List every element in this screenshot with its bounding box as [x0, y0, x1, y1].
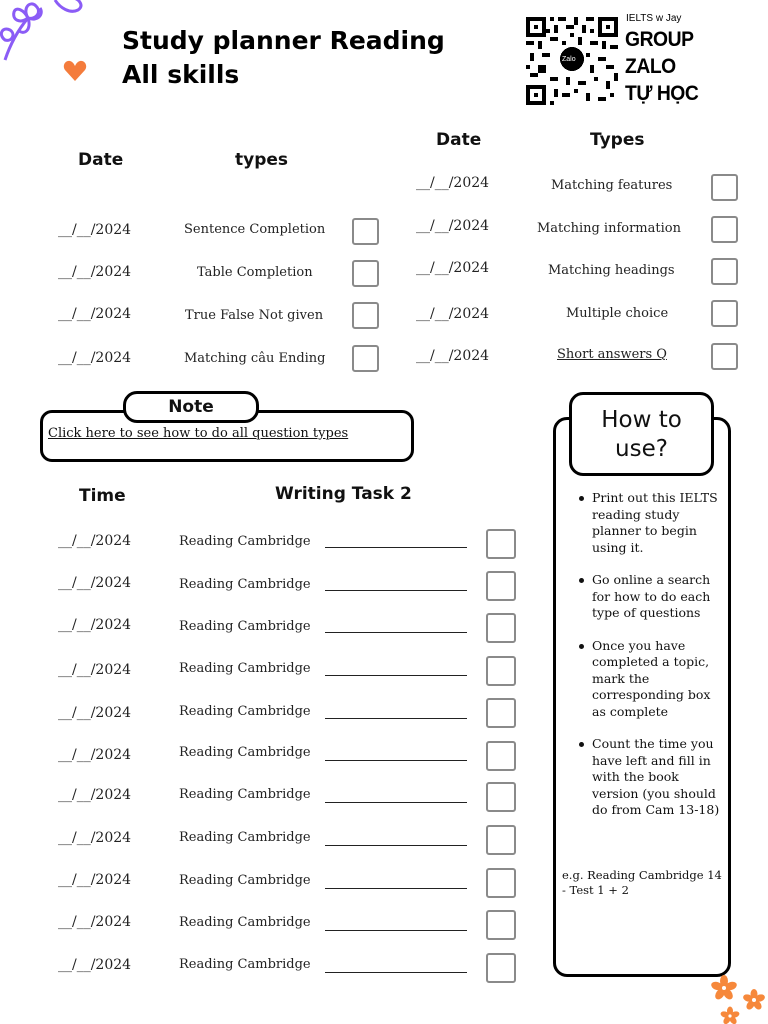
right-row-3-date: __/__/2024 — [416, 260, 490, 276]
left-row-3-type: True False Not given — [185, 308, 324, 323]
writing-row-9-text: Reading Cambridge — [179, 873, 311, 888]
page-title — [122, 24, 445, 92]
right-types-header: Types — [590, 130, 645, 150]
qr-caption: IELTS w Jay — [626, 13, 682, 24]
left-types-header: types — [235, 150, 289, 170]
right-row-3-checkbox[interactable] — [711, 258, 738, 285]
right-row-2-type: Matching information — [537, 221, 681, 236]
writing-row-5-checkbox[interactable] — [486, 698, 516, 728]
right-row-2-checkbox[interactable] — [711, 216, 738, 243]
how-title-line-1: How to — [601, 407, 682, 433]
writing-row-9-date: __/__/2024 — [58, 872, 132, 888]
qr-center-label: Zalo — [562, 56, 576, 63]
group-zalo-label — [625, 26, 698, 107]
how-to-use-title — [569, 392, 714, 476]
writing-row-1-date: __/__/2024 — [58, 533, 132, 549]
right-row-4-date: __/__/2024 — [416, 306, 490, 322]
how-title-line-2: use? — [615, 436, 668, 462]
writing-row-4-blank[interactable] — [325, 675, 467, 676]
writing-row-4-checkbox[interactable] — [486, 656, 516, 686]
note-label: Note — [123, 391, 259, 423]
right-row-5-date: __/__/2024 — [416, 348, 490, 364]
writing-row-11-date: __/__/2024 — [58, 957, 132, 973]
right-row-5-type: Short answers Q — [557, 347, 667, 362]
right-row-1-type: Matching features — [551, 178, 673, 193]
time-header: Time — [79, 486, 126, 506]
writing-row-6-date: __/__/2024 — [58, 747, 132, 763]
title-line-2: All skills — [122, 60, 240, 89]
title-line-1: Study planner Reading — [122, 26, 445, 55]
right-row-3-type: Matching headings — [548, 263, 675, 278]
writing-row-10-date: __/__/2024 — [58, 914, 132, 930]
writing-row-7-text: Reading Cambridge — [179, 787, 311, 802]
writing-row-1-text: Reading Cambridge — [179, 534, 311, 549]
group-line-1: GROUP — [625, 28, 694, 51]
writing-row-8-blank[interactable] — [325, 845, 467, 846]
writing-row-9-checkbox[interactable] — [486, 868, 516, 898]
right-row-4-checkbox[interactable] — [711, 300, 738, 327]
writing-row-5-date: __/__/2024 — [58, 705, 132, 721]
left-row-2-date: __/__/2024 — [58, 264, 132, 280]
right-row-4-type: Multiple choice — [566, 306, 669, 321]
how-item-2: Go online a search for how to do each type of questions — [575, 572, 725, 622]
writing-row-7-blank[interactable] — [325, 802, 467, 803]
left-row-4-type: Matching câu Ending — [184, 351, 326, 366]
how-to-use-example: e.g. Reading Cambridge 14 - Test 1 + 2 — [562, 868, 722, 897]
writing-row-11-checkbox[interactable] — [486, 953, 516, 983]
left-row-2-checkbox[interactable] — [352, 260, 379, 287]
writing-row-7-checkbox[interactable] — [486, 782, 516, 812]
writing-row-8-checkbox[interactable] — [486, 825, 516, 855]
writing-row-9-blank[interactable] — [325, 888, 467, 889]
writing-task-header: Writing Task 2 — [275, 484, 412, 504]
writing-row-10-blank[interactable] — [325, 930, 467, 931]
writing-row-2-date: __/__/2024 — [58, 575, 132, 591]
writing-row-6-blank[interactable] — [325, 760, 467, 761]
left-row-4-date: __/__/2024 — [58, 350, 132, 366]
writing-row-3-text: Reading Cambridge — [179, 619, 311, 634]
writing-row-1-blank[interactable] — [325, 547, 467, 548]
left-row-2-type: Table Completion — [197, 265, 313, 280]
writing-row-11-blank[interactable] — [325, 972, 467, 973]
writing-row-2-checkbox[interactable] — [486, 571, 516, 601]
how-to-use-list — [575, 490, 725, 835]
question-types-link[interactable]: Click here to see how to do all question types — [48, 426, 349, 441]
left-row-1-type: Sentence Completion — [184, 222, 326, 237]
writing-row-8-text: Reading Cambridge — [179, 830, 311, 845]
group-line-3: TỰ HỌC — [625, 82, 699, 105]
how-item-4: Count the time you have left and fill in with the book version (you should do from Cam 13-18) — [575, 736, 725, 819]
right-row-5-checkbox[interactable] — [711, 343, 738, 370]
writing-row-6-checkbox[interactable] — [486, 741, 516, 771]
writing-row-3-checkbox[interactable] — [486, 613, 516, 643]
group-line-2: ZALO — [625, 55, 676, 78]
writing-row-3-blank[interactable] — [325, 632, 467, 633]
how-item-1: Print out this IELTS reading study planner to begin using it. — [575, 490, 725, 556]
writing-row-7-date: __/__/2024 — [58, 787, 132, 803]
writing-row-6-text: Reading Cambridge — [179, 745, 311, 760]
how-item-3: Once you have completed a topic, mark the corresponding box as complete — [575, 638, 725, 721]
right-date-header: Date — [436, 130, 482, 150]
left-row-1-checkbox[interactable] — [352, 218, 379, 245]
writing-row-5-text: Reading Cambridge — [179, 704, 311, 719]
writing-row-4-text: Reading Cambridge — [179, 661, 311, 676]
heart-icon — [63, 60, 87, 82]
writing-row-8-date: __/__/2024 — [58, 830, 132, 846]
writing-row-10-text: Reading Cambridge — [179, 915, 311, 930]
left-date-header: Date — [78, 150, 124, 170]
right-row-1-date: __/__/2024 — [416, 175, 490, 191]
writing-row-5-blank[interactable] — [325, 718, 467, 719]
right-row-1-checkbox[interactable] — [711, 174, 738, 201]
writing-row-3-date: __/__/2024 — [58, 617, 132, 633]
left-row-3-date: __/__/2024 — [58, 306, 132, 322]
left-row-4-checkbox[interactable] — [352, 345, 379, 372]
left-row-3-checkbox[interactable] — [352, 302, 379, 329]
writing-row-10-checkbox[interactable] — [486, 910, 516, 940]
writing-row-11-text: Reading Cambridge — [179, 957, 311, 972]
right-row-2-date: __/__/2024 — [416, 218, 490, 234]
writing-row-1-checkbox[interactable] — [486, 529, 516, 559]
writing-row-2-blank[interactable] — [325, 590, 467, 591]
writing-row-2-text: Reading Cambridge — [179, 577, 311, 592]
writing-row-4-date: __/__/2024 — [58, 662, 132, 678]
left-row-1-date: __/__/2024 — [58, 222, 132, 238]
orange-flowers-decoration — [706, 974, 768, 1024]
